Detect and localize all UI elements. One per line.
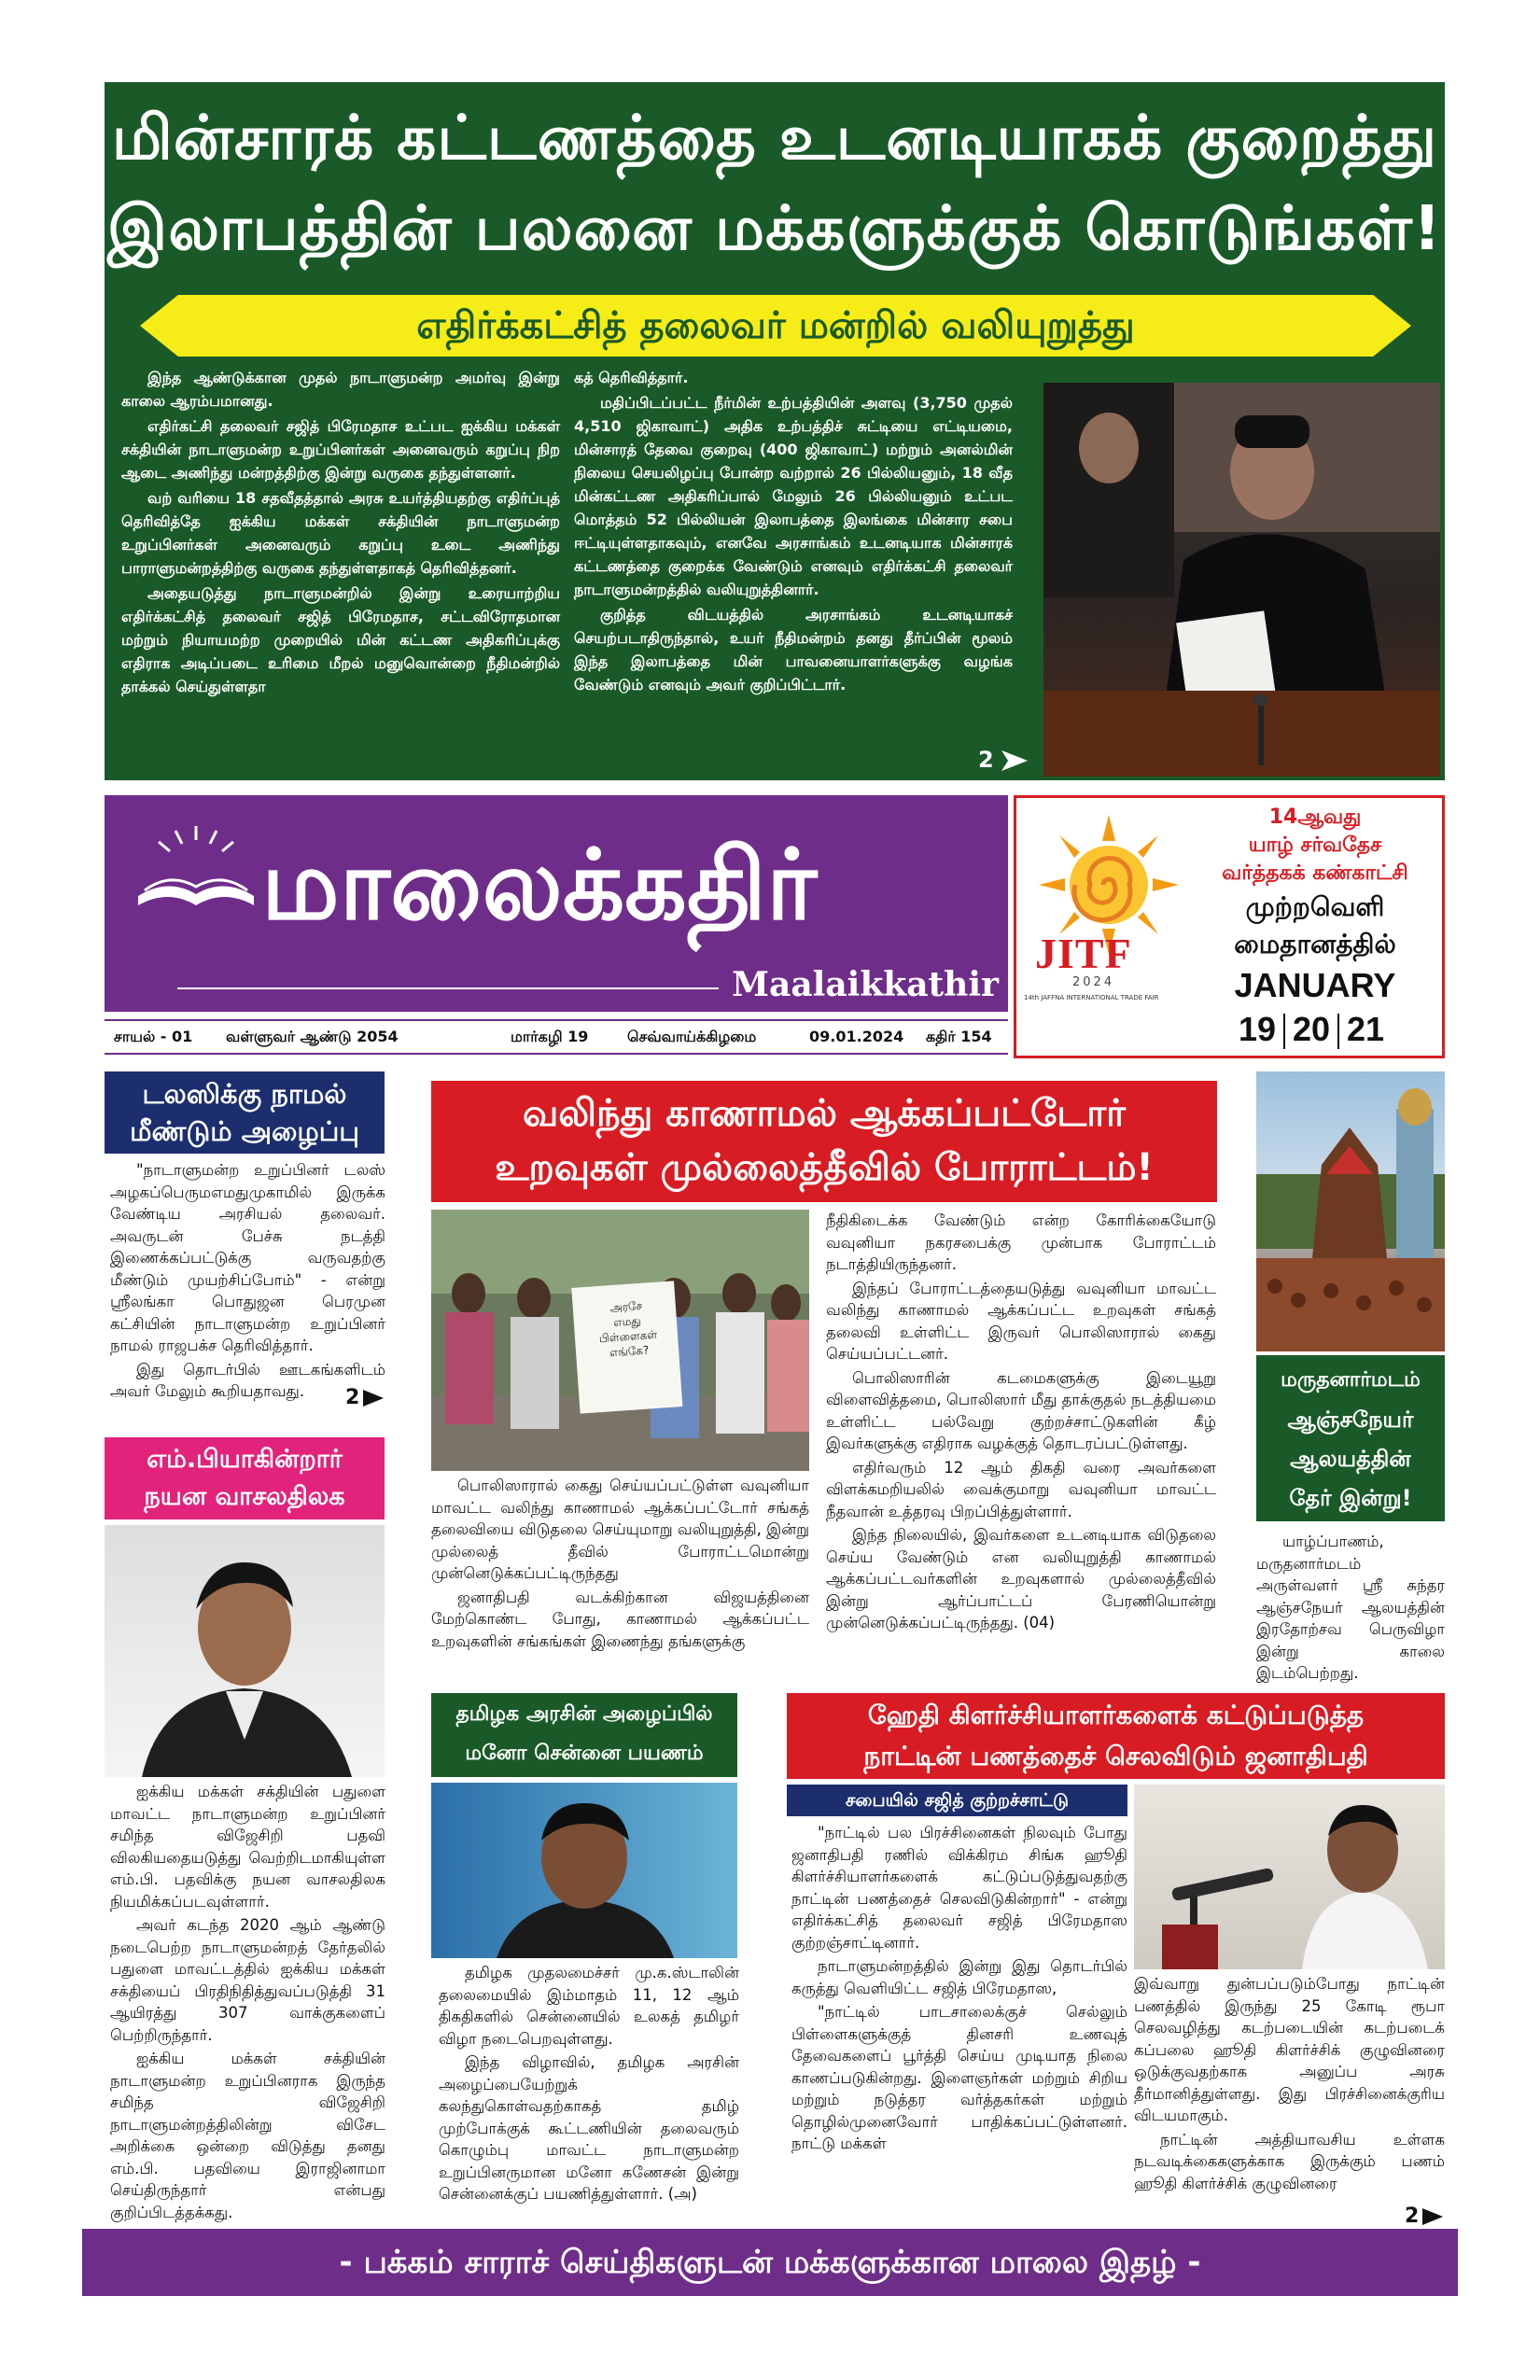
top-subhead: எதிர்க்கட்சித் தலைவர் மன்றில் வலியுறுத்து <box>416 304 1135 347</box>
placard-line: எமது <box>612 1314 642 1330</box>
temple-festival-photo <box>1256 1071 1445 1351</box>
story-dullas-para: "நாடாளுமன்ற உறுப்பினர் டலஸ் அழகப்பெருமஎமதுமுகாமில் இருக்க வேண்டிய அரசியல் தலைவர். அவருடன் பேச்சு நடத்தி இணைக்கப்பட்டுக்கு வருவதற்கு மீண்டும் முயற்சிப்போம்" - என்று ஸ்ரீலங்கா பொதுஜன பெரமுன கட்சியின் நாடாளுமன்ற உறுப்பினர் நாமல் ராஜபக்ச தெரிவித்தார். <box>110 1161 385 1354</box>
top-col2-para: மதிப்பிடப்பட்ட நீர்மின் உற்பத்தியின் அளவு (3,750 முதல் 4,510 ஜிகாவாட்) அதிக உற்பத்திச் சுட்டியை எட்டியமை, மின்சாரத் தேவை குறைவு (400 ஜிகாவாட்) மற்றும் அனல்மின் நிலைய செயலிழப்பு போன்ற வற்றால் 26 பில்லியனும், 18 வீத மின்கட்டண அதிகரிப்பால் மேலும் 26 பில்லியனும் உட்பட மொத்தம் 52 பில்லியன் இலாபத்தை இலங்கை மின்சார சபை ஈட்டியுள்ளதாகவும், எனவே அரசாங்கம் உடனடியாக மின்சாரக் கட்டணத்தை குறைக்க வேண்டும் எனவும் எதிர்க்கட்சி தலைவர் நாடாளுமன்றத்தில் வலியுறுத்தினார். <box>574 394 1013 598</box>
story-dullas-headline-1: டலஸிக்கு நாமல் <box>142 1078 347 1110</box>
mano-headline-1: தமிழக அரசின் அழைப்பில் <box>455 1702 713 1726</box>
story-dullas-para: இது தொடர்பில் ஊடகங்களிடம் அவர் மேலும் கூறியதாவது. <box>110 1360 385 1400</box>
dateline-date: 09.01.2024 <box>809 1028 904 1045</box>
story-mp-para: ஐக்கிய மக்கள் சக்தியின் நாடாளுமன்ற உறுப்பினராக இருந்த சமிந்த விஜேசிறி நாடாளுமன்றத்திலின்று விசேட அறிக்கை ஒன்றை விடுத்து தனது எம்.பி. பதவியை இராஜினாமா செய்திருந்தார் என்பது குறிப்பிடத்தக்கது. <box>110 2050 385 2221</box>
temple-body <box>1256 1531 1445 1687</box>
top-story-column-1 <box>121 366 560 700</box>
protest-headline-1: வலிந்து காணாமல் ஆக்கப்பட்டோர் <box>522 1092 1127 1135</box>
protest-col2-para: நீதிகிடைக்க வேண்டும் என்ற கோரிக்கையோடு வவுனியா நகரசபைக்கு முன்பாக போராட்டம் நடாத்தியிருந்தனர். <box>826 1211 1216 1273</box>
sajith-speech-photo <box>1134 1785 1445 1969</box>
ad-month: JANUARY <box>1234 966 1396 1004</box>
ad-line-4: முற்றவெளி <box>1245 891 1385 922</box>
houthi-headline-2: நாட்டின் பணத்தைச் செலவிடும் ஜனாதிபதி <box>863 1741 1368 1771</box>
top-col2-para: கத் தெரிவித்தார். <box>574 369 689 386</box>
masthead-title: மாலைக்கதிர் <box>261 828 818 942</box>
protest-col1-para: பொலிஸாரால் கைது செய்யப்பட்டுள்ள வவுனியா மாவட்ட வலிந்து காணாமல் ஆக்கப்பட்டோர் சங்கத் தலைவியை விடுதலை செய்யுமாறு வலியுறுத்தி, இன்று முல்லைத் தீவில் போராட்டமொன்று முன்னெடுக்கப்பட்டிருந்தது <box>431 1477 809 1582</box>
top-col1-para: அதையடுத்து நாடாளுமன்றில் இன்று உரையாற்றிய எதிர்க்கட்சித் தலைவர் சஜித் பிரேமதாச, சட்டவிரோதமான மற்றும் நியாயமற்ற முறையில் மின் கட்டண அதிகரிப்புக்கு எதிராக அடிப்படை உரிமை மீறல் மனுவொன்றை நீதிமன்றில் தாக்கல் செய்துள்ளதா <box>121 584 560 695</box>
parliament-speech-photo <box>1043 383 1440 777</box>
houthi-col1-para: நாடாளுமன்றத்தில் இன்று இது தொடர்பில் கருத்து வெளியிட்ட சஜித் பிரேமதாஸ, <box>791 1957 1127 1997</box>
ad-days <box>1231 1009 1399 1050</box>
top-continue-page: 2 <box>978 747 994 773</box>
houthi-col2-para: இவ்வாறு துன்பப்படும்போது நாட்டின் பணத்தில் இருந்து 25 கோடி ரூபா செலவழித்து கடற்படையின் கடற்படைக் கப்பலை ஹூதி கிளர்ச்சிக் குழுவினரை ஒடுக்குவதற்காக அனுப்ப அரசு தீர்மானித்துள்ளது. இது பிரச்சினைக்குரிய விடயமாகும். <box>1134 1975 1445 2124</box>
houthi-col1-para: "நாட்டில் பாடசாலைக்குச் செல்லும் பிள்ளைகளுக்குத் தினசரி உணவுத் தேவைகளைப் பூர்த்தி செய்ய முடியாத நிலை காணப்படுகின்றது. இளைஞர்கள் மற்றும் சிறிய மற்றும் நடுத்தர வர்த்தகர்கள் மற்றும் தொழில்முனைவோர் பாதிக்கப்பட்டுள்ளனர். நாட்டு மக்கள் <box>791 2003 1127 2152</box>
top-headline-line2: இலாபத்தின் பலனை மக்களுக்குக் கொடுங்கள்! <box>107 192 1442 264</box>
protest-column-1 <box>431 1475 809 1654</box>
footer-tagline: - பக்கம் சாராச் செய்திகளுடன் மக்களுக்கான மாலை இதழ் - <box>339 2244 1201 2281</box>
sajith-drawing <box>1134 1785 1445 1969</box>
protest-headline-2: உறவுகள் முல்லைத்தீவில் போராட்டம்! <box>495 1146 1154 1189</box>
ad-logo-year: 2024 <box>1072 975 1115 989</box>
houthi-subhead: சபையில் சஜித் குற்றச்சாட்டு <box>787 1785 1127 1816</box>
parliament-photo-drawing <box>1043 383 1440 777</box>
placard-line: அரசே <box>609 1298 643 1315</box>
protest-col2-para: எதிர்வரும் 12 ஆம் திகதி வரை அவர்களை விளக்கமறியலில் வைக்குமாறு வவுனியா மாவட்ட நீதவான் உத்தரவு பிறப்பித்துள்ளார். <box>826 1458 1216 1520</box>
arrow-right-icon <box>1422 2208 1443 2225</box>
mano-para: இந்த விழாவில், தமிழக அரசின் அழைப்பையேற்றுக் கலந்துகொள்வதற்காகத் தமிழ் முற்போக்குக் கூட்டணியின் தலைவரும் கொழும்பு மாவட்ட நாடாளுமன்ற உறுப்பினருமான மனோ கணேசன் இன்று சென்னைக்குப் பயணித்துள்ளார். (அ) <box>439 2053 739 2203</box>
portrait-drawing <box>105 1525 385 1777</box>
placard-line: பிள்ளைகள் <box>598 1327 658 1346</box>
dateline-tamil-date: மார்கழி 19 <box>511 1028 589 1045</box>
dateline-valluvar-year: வள்ளுவர் ஆண்டு 2054 <box>226 1028 399 1045</box>
story-mp-body <box>110 1781 385 2225</box>
houthi-column-2 <box>1134 1973 1445 2196</box>
temple-headline-1: மருதனார்மடம் <box>1281 1368 1421 1392</box>
mano-body <box>439 1962 739 2207</box>
dateline-weekday: செவ்வாய்க்கிழமை <box>627 1028 757 1045</box>
masthead-rule <box>177 987 719 989</box>
houthi-col1-para: "நாட்டில் பல பிரச்சினைகள் நிலவும் போது ஜனாதிபதி ரணில் விக்கிரம சிங்க ஹூதி கிளர்ச்சியாளர்களைக் கட்டுப்படுத்துவதற்கு நாட்டின் பணத்தைச் செலவிடுகின்றார்" - என்று எதிர்க்கட்சித் தலைவர் சஜித் பிரேமதாஸ குற்றஞ்சாட்டினார். <box>791 1824 1127 1952</box>
ad-day: 21 <box>1346 1010 1385 1048</box>
ad-line-1: 14ஆவது <box>1268 805 1362 829</box>
story-dullas-continue[interactable] <box>345 1386 384 1409</box>
temple-headline-3: ஆலயத்தின் <box>1290 1446 1411 1472</box>
placard-line: எங்கே? <box>609 1343 650 1360</box>
dateline-bar <box>105 1019 1008 1055</box>
top-story-column-2 <box>574 366 1013 698</box>
ad-line-5: மைதானத்தில் <box>1234 929 1396 959</box>
top-headline-line1: மின்சாரக் கட்டணத்தை உடனடியாகக் குறைத்து <box>111 102 1438 174</box>
masthead-subtitle: Maalaikkathir <box>732 965 999 1004</box>
mano-para: தமிழக முதலமைச்சர் மு.க.ஸ்டாலின் தலைமையில் இம்மாதம் 11, 12 ஆம் திகதிகளில் சென்னையில் உலகத் தமிழர் விழா நடைபெறவுள்ளது. <box>439 1964 739 2048</box>
story-mp-para: ஐக்கிய மக்கள் சக்தியின் பதுளை மாவட்ட நாடாளுமன்ற உறுப்பினர் சமிந்த விஜேசிறி பதவி விலகியதையடுத்து வெற்றிடமாகியுள்ள எம்.பி. பதவிக்கு நயன வாசலதிலக நியமிக்கப்படவுள்ளார். <box>110 1783 385 1911</box>
top-continue-marker[interactable] <box>978 747 1028 773</box>
top-col1-para: இந்த ஆண்டுக்கான முதல் நாடாளுமன்ற அமர்வு இன்று காலை ஆரம்பமானது. <box>121 369 560 410</box>
story-mp-para: அவர் கடந்த 2020 ஆம் ஆண்டு நடைபெற்ற நாடாளுமன்றத் தேர்தலில் பதுளை மாவட்டத்தில் ஐக்கிய மக்கள் சக்தியைப் பிரதிநிதித்துவப்படுத்தி 31 ஆயிரத்து 307 வாக்குகளைப் பெற்றிருந்தார். <box>110 1916 385 2044</box>
ad-line-3: வர்த்தகக் கண்காட்சி <box>1222 861 1408 885</box>
houthi-col2-para: நாட்டின் அத்தியாவசிய உள்ளக நடவடிக்கைகளுக்காக இருக்கும் பணம் ஹூதி கிளர்ச்சிக் குழுவினரை <box>1134 2130 1445 2192</box>
protest-col2-para: இந்த நிலையில், இவர்களை உடனடியாக விடுதலை செய்ய வேண்டும் என வலியுறுத்தி காணாமல் ஆக்கப்பட்டவர்களின் உறவுகளால் முல்லைத்தீவில் இன்று ஆர்ப்பாட்டப் பேரணியொன்று முன்னெடுக்கப்பட்டிருந்தது. (04) <box>826 1526 1216 1631</box>
top-col2-para: குறித்த விடயத்தில் அரசாங்கம் உடனடியாகச் செயற்படாதிருந்தால், உயர் நீதிமன்றம் தனது தீர்ப்பின் மூலம் இந்த இலாபத்தை மின் பாவனையாளர்களுக்கு வழங்க வேண்டும் எனவும் அவர் குறிப்பிட்டார். <box>574 606 1013 693</box>
temple-headline-4: தேர் இன்று! <box>1289 1485 1412 1511</box>
ad-logo-caption: 14th JAFFNA INTERNATIONAL TRADE FAIR <box>1024 994 1159 1001</box>
temple-para: யாழ்ப்பாணம், மருதனார்மடம் அருள்வளர் ஸ்ரீ சுந்தர ஆஞ்சநேயர் ஆலயத்தின் இரதோற்சவ பெருவிழா இன்று காலை இடம்பெற்றது. <box>1256 1533 1445 1682</box>
houthi-column-1 <box>791 1822 1127 2157</box>
protest-placard <box>581 1296 674 1362</box>
protest-col2-para: பொலிஸாரின் கடமைகளுக்கு இடையூறு விளைவித்தமை, பொலிஸார் மீது தாக்குதல் நடத்தியமை உள்ளிட்ட பல்வேறு குற்றச்சாட்டுகளின் கீழ் இவர்களுக்கு எதிராக வழக்குத் தொடரப்பட்டுள்ளது. <box>826 1368 1216 1452</box>
top-col1-para: எதிர்கட்சி தலைவர் சஜித் பிரேமதாச உட்பட ஐக்கிய மக்கள் சக்தியின் நாடாளுமன்ற உறுப்பினர்கள் அனைவரும் கறுப்பு நிற ஆடை அணிந்து மன்றத்திற்கு இன்று வருகை தந்துள்ளனர். <box>121 417 560 482</box>
temple-headline-2: ஆஞ்சநேயர் <box>1287 1407 1414 1433</box>
story-dullas-headline-2: மீண்டும் அழைப்பு <box>130 1115 359 1147</box>
top-col1-para: வற் வரியை 18 சதவீதத்தால் அரசு உயர்த்தியதற்கு எதிர்ப்புத் தெரிவித்தே ஐக்கிய மக்கள் சக்தியின் நாடாளுமன்ற உறுப்பினர்கள் அனைவரும் கறுப்பு உடை அணிந்து பாராளுமன்றத்திற்கு வருகை தந்துள்ளதாகத் தெரிவித்தனர். <box>121 489 560 577</box>
ad-line-2: யாழ் சர்வதேச <box>1248 833 1382 857</box>
houthi-continue-page: 2 <box>1405 2205 1420 2228</box>
trade-fair-ad[interactable] <box>1014 795 1445 1058</box>
story-dullas-body <box>110 1159 385 1405</box>
temple-drawing <box>1256 1071 1445 1351</box>
ad-logo-text: JITF <box>1035 930 1132 977</box>
protest-column-2 <box>826 1210 1216 1636</box>
houthi-continue[interactable] <box>1405 2205 1443 2228</box>
arrow-right-icon <box>1001 750 1028 771</box>
ad-day: 20 <box>1292 1010 1331 1048</box>
story-mp-headline-2: நயன வாசலதிலக <box>144 1482 345 1511</box>
protest-col2-para: இந்தப் போராட்டத்தையடுத்து வவுனியா மாவட்ட வலிந்து காணாமல் ஆக்கப்பட்ட உறவுகள் சங்கத் தலைவி உள்ளிட்ட இருவர் பொலிஸாரால் கைது செய்யப்பட்டனர். <box>826 1279 1216 1363</box>
open-book-logo-icon <box>131 821 261 924</box>
dateline-kathir: கதிர் 154 <box>926 1028 992 1045</box>
mano-portrait-photo <box>431 1783 737 1958</box>
mano-drawing <box>431 1783 737 1958</box>
ad-day: 19 <box>1238 1010 1277 1048</box>
story-dullas-continue-page: 2 <box>345 1386 360 1409</box>
story-mp-headline-1: எம்.பியாகின்றார் <box>147 1445 343 1474</box>
arrow-right-icon <box>363 1390 384 1407</box>
dateline-issue: சாயல் - 01 <box>114 1028 193 1045</box>
nayana-portrait-photo <box>105 1525 385 1777</box>
mano-headline-2: மனோ சென்னை பயணம் <box>465 1742 704 1765</box>
protest-col1-para: ஜனாதிபதி வடக்கிற்கான விஜயத்தினை மேற்கொண்ட போது, காணாமல் ஆக்கப்பட்ட உறவுகளின் சங்கங்கள் இணைந்து தங்களுக்கு <box>431 1588 809 1650</box>
houthi-headline-1: ஹேதி கிளர்ச்சியாளர்களைக் கட்டுப்படுத்த <box>867 1700 1365 1730</box>
